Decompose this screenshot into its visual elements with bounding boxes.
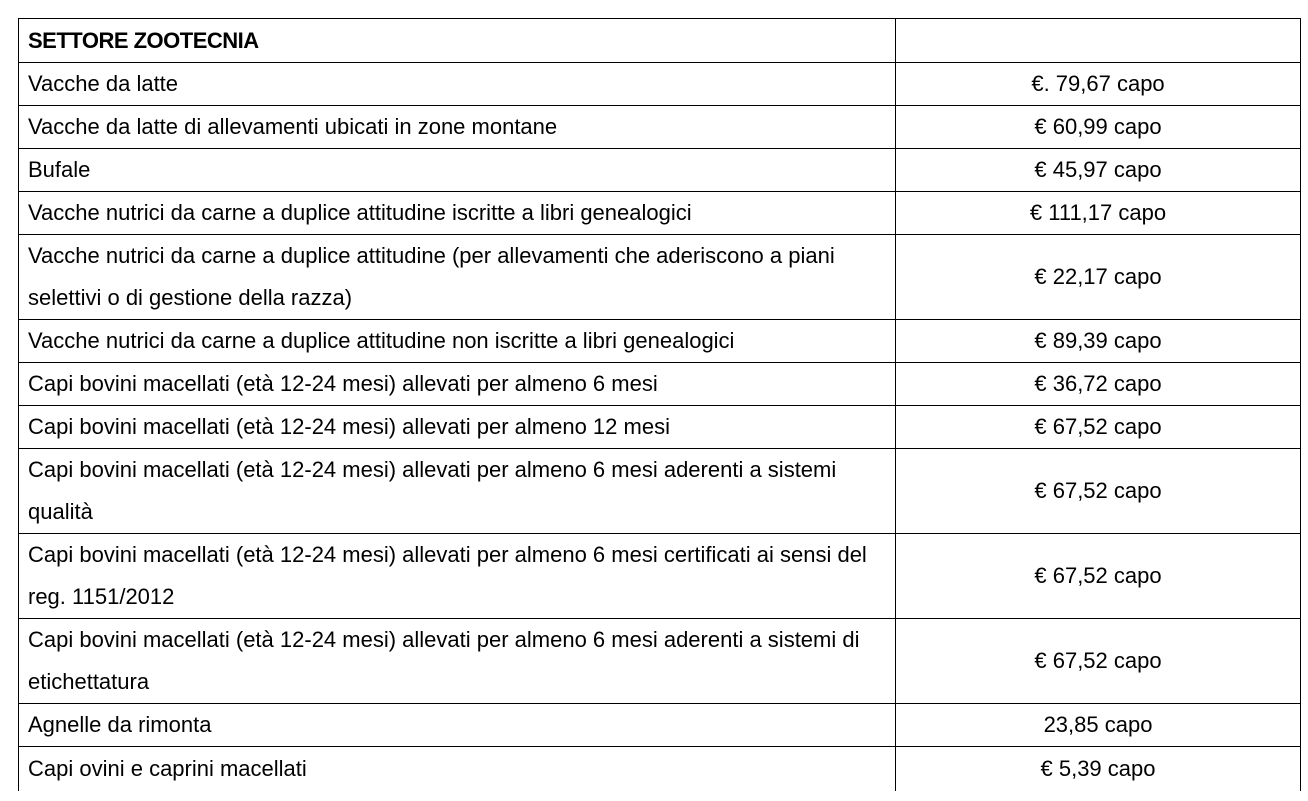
row-value: € 60,99 capo <box>896 106 1301 149</box>
row-label: Vacche nutrici da carne a duplice attitudine iscritte a libri genealogici <box>19 192 896 235</box>
row-label: Vacche da latte <box>19 63 896 106</box>
table-row <box>19 449 1301 534</box>
row-value: € 67,52 capo <box>896 406 1301 449</box>
table-row <box>19 747 1301 792</box>
row-label: Vacche nutrici da carne a duplice attitudine non iscritte a libri genealogici <box>19 320 896 363</box>
table-row <box>19 704 1301 747</box>
row-value: € 89,39 capo <box>896 320 1301 363</box>
table-row <box>19 619 1301 704</box>
row-label: Capi bovini macellati (età 12-24 mesi) allevati per almeno 6 mesi aderenti a sistemi qualità <box>19 449 896 534</box>
table-row <box>19 235 1301 320</box>
header-value-cell <box>896 19 1301 63</box>
row-label: Bufale <box>19 149 896 192</box>
row-label: Capi bovini macellati (età 12-24 mesi) allevati per almeno 6 mesi aderenti a sistemi di etichettatura <box>19 619 896 704</box>
row-value: €. 79,67 capo <box>896 63 1301 106</box>
row-label: Agnelle da rimonta <box>19 704 896 747</box>
table-row <box>19 63 1301 106</box>
table-row <box>19 149 1301 192</box>
row-value: € 111,17 capo <box>896 192 1301 235</box>
row-value: € 22,17 capo <box>896 235 1301 320</box>
table-header-row <box>19 19 1301 63</box>
row-value: € 67,52 capo <box>896 534 1301 619</box>
row-value: 23,85 capo <box>896 704 1301 747</box>
row-label: Vacche da latte di allevamenti ubicati in zone montane <box>19 106 896 149</box>
zootecnia-table <box>18 18 1301 791</box>
table-row <box>19 363 1301 406</box>
row-label: Capi bovini macellati (età 12-24 mesi) allevati per almeno 6 mesi certificati ai sensi del reg. 1151/2012 <box>19 534 896 619</box>
row-value: € 67,52 capo <box>896 619 1301 704</box>
row-value: € 5,39 capo <box>896 747 1301 792</box>
table-row <box>19 192 1301 235</box>
table-row <box>19 406 1301 449</box>
row-label: Capi ovini e caprini macellati <box>19 747 896 792</box>
row-value: € 67,52 capo <box>896 449 1301 534</box>
row-value: € 36,72 capo <box>896 363 1301 406</box>
row-value: € 45,97 capo <box>896 149 1301 192</box>
table-row <box>19 106 1301 149</box>
table-row <box>19 320 1301 363</box>
row-label: Vacche nutrici da carne a duplice attitudine (per allevamenti che aderiscono a piani selettivi o di gestione della razza) <box>19 235 896 320</box>
row-label: Capi bovini macellati (età 12-24 mesi) allevati per almeno 6 mesi <box>19 363 896 406</box>
row-label: Capi bovini macellati (età 12-24 mesi) allevati per almeno 12 mesi <box>19 406 896 449</box>
section-title: SETTORE ZOOTECNIA <box>19 19 896 63</box>
table-row <box>19 534 1301 619</box>
